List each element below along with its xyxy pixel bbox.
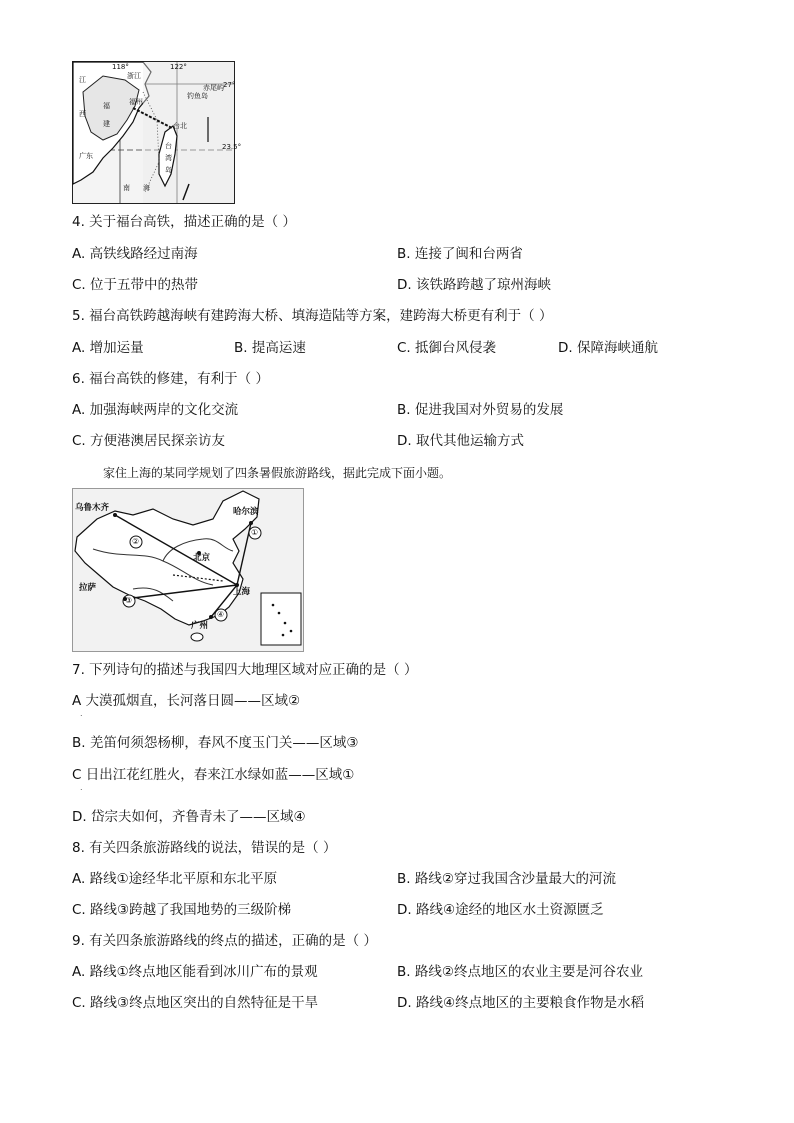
map1-label-chiwei: 赤尾屿 bbox=[203, 84, 224, 92]
question-8-stem: 8. 有关四条旅游路线的说法，错误的是（ ） bbox=[72, 840, 337, 856]
map-china-routes-drawing bbox=[73, 489, 303, 651]
question-7-option-d[interactable]: D. 岱宗夫如何，齐鲁青未了——区域④ bbox=[72, 809, 306, 825]
question-5-option-c[interactable]: C. 抵御台风侵袭 bbox=[397, 340, 497, 356]
question-9-option-d[interactable]: D. 路线④终点地区的主要粮食作物是水稻 bbox=[397, 995, 645, 1011]
map2-label-beijing: 北京 bbox=[193, 553, 211, 563]
question-5-stem: 5. 福台高铁跨越海峡有建跨海大桥、填海造陆等方案，建跨海大桥更有利于（ ） bbox=[72, 308, 553, 324]
question-9-stem: 9. 有关四条旅游路线的终点的描述，正确的是（ ） bbox=[72, 933, 377, 949]
question-7-option-c[interactable]: C 日出江花红胜火，春来江水绿如蓝——区域① bbox=[72, 767, 355, 783]
map2-label-route-2: ② bbox=[132, 537, 140, 546]
map1-label-guangdong: 广东 bbox=[79, 152, 93, 160]
map1-label-lon118: 118° bbox=[112, 63, 129, 71]
question-6-option-c[interactable]: C. 方便港澳居民探亲访友 bbox=[72, 433, 226, 449]
question-8-option-c[interactable]: C. 路线③跨越了我国地势的三级阶梯 bbox=[72, 902, 292, 918]
question-4-option-c[interactable]: C. 位于五带中的热带 bbox=[72, 277, 199, 293]
question-7-stem: 7. 下列诗句的描述与我国四大地理区域对应正确的是（ ） bbox=[72, 662, 418, 678]
question-4-option-b[interactable]: B. 连接了闽和台两省 bbox=[397, 246, 523, 262]
question-5-option-d[interactable]: D. 保障海峡通航 bbox=[558, 340, 658, 356]
map1-label-fujian-b: 建 bbox=[103, 120, 110, 128]
question-9-option-c[interactable]: C. 路线③终点地区突出的自然特征是干旱 bbox=[72, 995, 319, 1011]
map1-label-nan: 南 bbox=[123, 184, 130, 192]
map1-label-zhejiang: 浙江 bbox=[127, 72, 141, 80]
question-7-option-a[interactable]: A 大漠孤烟直，长河落日圆——区域② bbox=[72, 693, 301, 709]
map2-label-lhasa: 拉萨 bbox=[79, 583, 97, 593]
map2-label-shanghai: 上海 bbox=[233, 587, 251, 597]
question-9-option-b[interactable]: B. 路线②终点地区的农业主要是河谷农业 bbox=[397, 964, 643, 980]
map-fujian-taiwan bbox=[72, 61, 242, 204]
map1-label-taiwan-b: 湾 bbox=[165, 154, 172, 162]
question-8-option-d[interactable]: D. 路线④途经的地区水土资源匮乏 bbox=[397, 902, 604, 918]
map1-label-lat235: 23.5° bbox=[222, 143, 242, 151]
question-9-option-a[interactable]: A. 路线①终点地区能看到冰川广布的景观 bbox=[72, 964, 318, 980]
map1-label-lat27: 27° bbox=[223, 81, 236, 89]
map2-label-urumqi: 乌鲁木齐 bbox=[75, 503, 110, 513]
map2-label-route-4: ④ bbox=[217, 610, 225, 619]
travel-routes-intro: 家住上海的某同学规划了四条暑假旅游路线，据此完成下面小题。 bbox=[103, 466, 452, 480]
question-6-option-d[interactable]: D. 取代其他运输方式 bbox=[397, 433, 524, 449]
map1-label-taibei: 台北 bbox=[173, 122, 187, 130]
question-8-option-a[interactable]: A. 路线①途经华北平原和东北平原 bbox=[72, 871, 278, 887]
question-7-option-b[interactable]: B. 羌笛何须怨杨柳，春风不度玉门关——区域③ bbox=[72, 735, 359, 751]
map1-label-fuzhou: 福州 bbox=[129, 98, 143, 106]
map2-label-route-1: ① bbox=[251, 528, 259, 537]
question-6-option-b[interactable]: B. 促进我国对外贸易的发展 bbox=[397, 402, 564, 418]
map1-label-taiwan-a: 台 bbox=[165, 142, 172, 150]
question-6-stem: 6. 福台高铁的修建，有利于（ ） bbox=[72, 371, 269, 387]
map1-label-diaoyu: 钓鱼岛 bbox=[187, 92, 208, 100]
map2-label-route-3: ③ bbox=[125, 596, 133, 605]
map1-label-jiangxi-b: 西 bbox=[79, 110, 86, 118]
question-4-option-a[interactable]: A. 高铁线路经过南海 bbox=[72, 246, 198, 262]
map1-label-lon122: 122° bbox=[170, 63, 187, 71]
question-4-stem: 4. 关于福台高铁，描述正确的是（ ） bbox=[72, 214, 296, 230]
question-4-option-d[interactable]: D. 该铁路跨越了琼州海峡 bbox=[397, 277, 551, 293]
question-5-option-b[interactable]: B. 提高运速 bbox=[234, 340, 306, 356]
map2-label-harbin: 哈尔滨 bbox=[233, 507, 259, 517]
scan-artifact-dot-c: . bbox=[80, 783, 83, 792]
map1-label-taiwan-c: 岛 bbox=[165, 166, 172, 174]
map1-label-fujian-a: 福 bbox=[103, 102, 110, 110]
scan-artifact-dot-a: . bbox=[80, 709, 83, 718]
question-8-option-b[interactable]: B. 路线②穿过我国含沙量最大的河流 bbox=[397, 871, 616, 887]
question-5-option-a[interactable]: A. 增加运量 bbox=[72, 340, 144, 356]
map1-label-hai: 海 bbox=[143, 184, 150, 192]
map2-label-guangzhou: 广州 bbox=[191, 621, 209, 631]
question-6-option-a[interactable]: A. 加强海峡两岸的文化交流 bbox=[72, 402, 239, 418]
map1-label-jiangxi-a: 江 bbox=[79, 76, 86, 84]
map-china-routes bbox=[72, 488, 304, 652]
